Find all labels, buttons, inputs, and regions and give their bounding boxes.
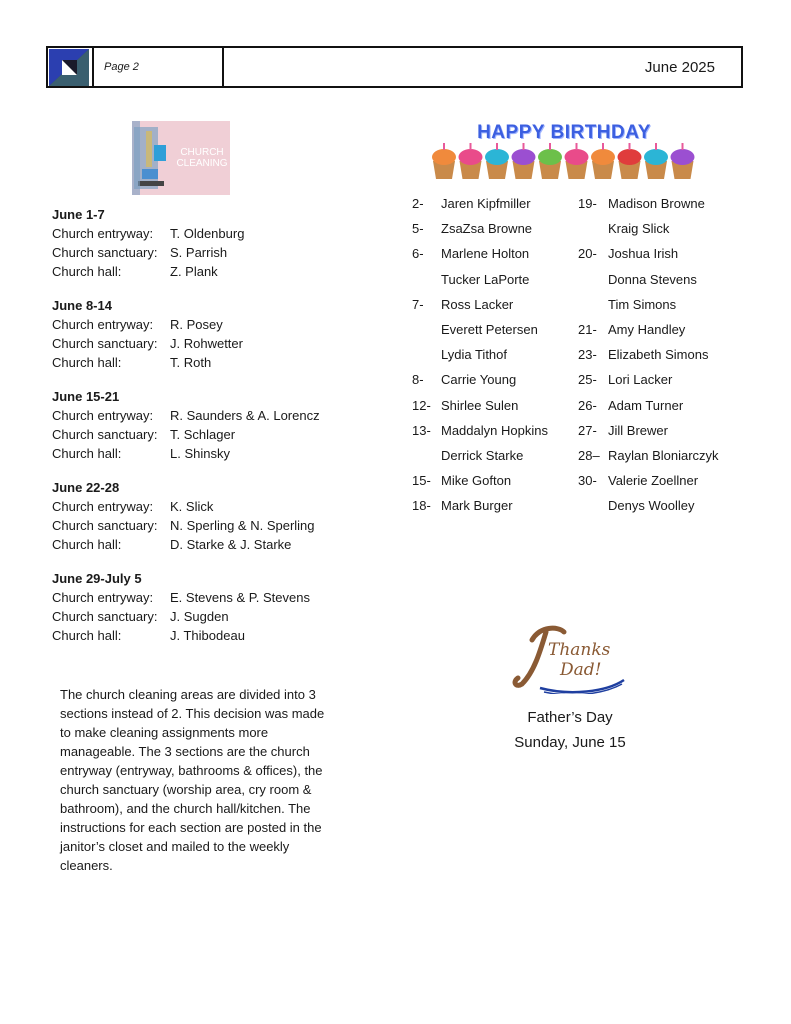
birthday-day: 7- bbox=[412, 296, 424, 312]
assigned-names: Z. Plank bbox=[170, 264, 218, 279]
assigned-names: J. Sugden bbox=[170, 609, 229, 624]
birthday-day: 28– bbox=[578, 447, 600, 463]
birthday-item bbox=[578, 367, 719, 392]
assigned-names: L. Shinsky bbox=[170, 446, 230, 461]
birthday-name: Marlene Holton bbox=[441, 246, 530, 262]
birthday-item bbox=[412, 468, 548, 493]
birthday-item bbox=[578, 317, 719, 342]
birthday-day: 13- bbox=[412, 422, 431, 438]
birthday-item bbox=[412, 367, 548, 392]
happy-birthday-banner bbox=[430, 121, 698, 181]
area-label: Church hall: bbox=[52, 446, 122, 461]
birthday-item bbox=[578, 216, 719, 241]
assigned-names: R. Posey bbox=[170, 317, 223, 332]
birthday-item bbox=[412, 317, 548, 342]
fathers-day-date: Sunday, June 15 bbox=[514, 734, 626, 751]
birthday-day: 20- bbox=[578, 246, 597, 262]
birthday-day: 12- bbox=[412, 397, 431, 413]
area-label: Church sanctuary: bbox=[52, 245, 158, 260]
birthday-item bbox=[412, 267, 548, 292]
cupcake-icon bbox=[432, 143, 456, 179]
birthday-day: 26- bbox=[578, 397, 597, 413]
schedule-week bbox=[52, 205, 382, 281]
assigned-names: N. Sperling & N. Sperling bbox=[170, 518, 315, 533]
happy-birthday-title: HAPPY BIRTHDAY bbox=[477, 122, 651, 143]
week-title: June 22-28 bbox=[52, 480, 120, 495]
assigned-names: J. Rohwetter bbox=[170, 336, 243, 351]
birthday-name: Carrie Young bbox=[441, 372, 517, 388]
schedule-row bbox=[52, 497, 382, 516]
birthday-item bbox=[412, 443, 548, 468]
area-label: Church entryway: bbox=[52, 226, 154, 241]
birthday-name: ZsaZsa Browne bbox=[441, 221, 533, 237]
cleaning-note: The church cleaning areas are divided into 3 sections instead of 2. This decision was made to make cleaning assignments more manageable. The 3 sections are the church entryway (entryway, bathrooms & offices), the church sanctuary (worship area, cry room & bathroom), and the church hall/kitchen. The instructions for each section are posted in the janitor’s closet and mailed to the weekly cleaners. bbox=[60, 687, 325, 873]
thanks-dad-graphic bbox=[510, 622, 630, 694]
birthday-name: Amy Handley bbox=[608, 322, 686, 338]
birthday-name: Lori Lacker bbox=[608, 372, 673, 388]
cupcake-icon bbox=[671, 143, 695, 179]
birthday-item bbox=[412, 418, 548, 443]
cupcake-icon bbox=[512, 143, 536, 179]
birthday-name: Elizabeth Simons bbox=[608, 347, 709, 363]
birthday-day: 8- bbox=[412, 372, 424, 388]
schedule-week bbox=[52, 387, 382, 463]
birthday-name: Derrick Starke bbox=[441, 447, 524, 463]
birthday-day: 18- bbox=[412, 498, 431, 514]
schedule-row bbox=[52, 315, 382, 334]
schedule-row bbox=[52, 425, 382, 444]
schedule-row bbox=[52, 334, 382, 353]
schedule-week bbox=[52, 478, 382, 554]
assigned-names: K. Slick bbox=[170, 499, 214, 514]
birthday-day: 2- bbox=[412, 196, 424, 212]
page-header bbox=[46, 46, 743, 88]
area-label: Church sanctuary: bbox=[52, 609, 158, 624]
page-number: Page 2 bbox=[94, 48, 224, 86]
week-title: June 29-July 5 bbox=[52, 571, 142, 586]
area-label: Church hall: bbox=[52, 264, 122, 279]
area-label: Church entryway: bbox=[52, 408, 154, 423]
schedule-row bbox=[52, 224, 382, 243]
schedule-row bbox=[52, 444, 382, 463]
birthday-item bbox=[412, 342, 548, 367]
birthday-item bbox=[578, 418, 719, 443]
week-title: June 15-21 bbox=[52, 389, 120, 404]
schedule-row bbox=[52, 626, 382, 645]
birthday-day: 23- bbox=[578, 347, 597, 363]
birthday-item bbox=[578, 393, 719, 418]
birthday-day: 15- bbox=[412, 473, 431, 489]
birthday-name: Raylan Bloniarczyk bbox=[608, 447, 719, 463]
birthday-day: 19- bbox=[578, 196, 597, 212]
assigned-names: S. Parrish bbox=[170, 245, 228, 260]
birthday-item bbox=[412, 393, 548, 418]
cupcake-icon bbox=[459, 143, 483, 179]
assigned-names: T. Roth bbox=[170, 355, 212, 370]
assigned-names: J. Thibodeau bbox=[170, 628, 245, 643]
dad-text: Dad! bbox=[560, 660, 602, 680]
schedule-row bbox=[52, 535, 382, 554]
area-label: Church sanctuary: bbox=[52, 336, 158, 351]
birthday-day: 21- bbox=[578, 322, 597, 338]
birthday-list-left bbox=[412, 191, 548, 518]
schedule-row bbox=[52, 406, 382, 425]
birthday-item bbox=[412, 241, 548, 266]
week-title: June 8-14 bbox=[52, 298, 112, 313]
birthday-item bbox=[578, 267, 719, 292]
schedule-week bbox=[52, 569, 382, 645]
cupcake-icon bbox=[485, 143, 509, 179]
birthday-name: Shirlee Sulen bbox=[441, 397, 519, 413]
birthday-name: Denys Woolley bbox=[608, 498, 695, 514]
schedule-week bbox=[52, 296, 382, 372]
birthday-name: Jill Brewer bbox=[608, 422, 668, 438]
birthday-day: 5- bbox=[412, 221, 424, 237]
assigned-names: T. Schlager bbox=[170, 427, 236, 442]
thanks-text: Thanks bbox=[548, 640, 611, 660]
schedule-row bbox=[52, 262, 382, 281]
assigned-names: R. Saunders & A. Lorencz bbox=[170, 408, 320, 423]
birthday-name: Maddalyn Hopkins bbox=[441, 422, 548, 438]
birthday-item bbox=[578, 292, 719, 317]
cleaning-schedule bbox=[52, 205, 382, 660]
cupcake-icon bbox=[565, 143, 589, 179]
schedule-row bbox=[52, 516, 382, 535]
area-label: Church sanctuary: bbox=[52, 518, 158, 533]
birthday-item bbox=[578, 342, 719, 367]
birthday-item bbox=[412, 292, 548, 317]
birthday-name: Jaren Kipfmiller bbox=[441, 196, 531, 212]
cupcake-icon bbox=[591, 143, 615, 179]
area-label: Church entryway: bbox=[52, 499, 154, 514]
birthday-name: Tucker LaPorte bbox=[441, 271, 530, 287]
schedule-row bbox=[52, 243, 382, 262]
birthday-name: Kraig Slick bbox=[608, 221, 670, 237]
birthday-name: Everett Petersen bbox=[441, 322, 538, 338]
birthday-item bbox=[578, 191, 719, 216]
birthday-name: Valerie Zoellner bbox=[608, 473, 699, 489]
schedule-row bbox=[52, 588, 382, 607]
birthday-name: Ross Lacker bbox=[441, 296, 514, 312]
birthday-name: Adam Turner bbox=[608, 397, 684, 413]
birthday-item bbox=[412, 493, 548, 518]
birthday-day: 6- bbox=[412, 246, 424, 262]
church-cleaning-image bbox=[132, 121, 230, 195]
area-label: Church sanctuary: bbox=[52, 427, 158, 442]
cupcake-icon bbox=[618, 143, 642, 179]
birthday-name: Mike Gofton bbox=[441, 473, 512, 489]
birthday-name: Tim Simons bbox=[608, 296, 677, 312]
week-title: June 1-7 bbox=[52, 207, 105, 222]
birthday-name: Mark Burger bbox=[441, 498, 513, 514]
birthday-day: 27- bbox=[578, 422, 597, 438]
area-label: Church hall: bbox=[52, 355, 122, 370]
birthday-item bbox=[578, 241, 719, 266]
newsletter-logo bbox=[48, 48, 94, 86]
issue-date: June 2025 bbox=[644, 58, 715, 76]
cupcake-icon bbox=[644, 143, 668, 179]
fathers-day-notice bbox=[490, 705, 650, 755]
assigned-names: D. Starke & J. Starke bbox=[170, 537, 292, 552]
birthday-name: Donna Stevens bbox=[608, 271, 697, 287]
birthday-list-right bbox=[578, 191, 719, 518]
birthday-day: 30- bbox=[578, 473, 597, 489]
area-label: Church entryway: bbox=[52, 317, 154, 332]
birthday-name: Madison Browne bbox=[608, 196, 705, 212]
assigned-names: E. Stevens & P. Stevens bbox=[170, 590, 310, 605]
birthday-item bbox=[412, 216, 548, 241]
assigned-names: T. Oldenburg bbox=[170, 226, 245, 241]
area-label: Church entryway: bbox=[52, 590, 154, 605]
birthday-item bbox=[578, 493, 719, 518]
area-label: Church hall: bbox=[52, 628, 122, 643]
birthday-item bbox=[578, 468, 719, 493]
birthday-name: Joshua Irish bbox=[608, 246, 679, 262]
fathers-day-title: Father’s Day bbox=[527, 709, 613, 726]
schedule-row bbox=[52, 353, 382, 372]
cupcake-icon bbox=[538, 143, 562, 179]
birthday-name: Lydia Tithof bbox=[441, 347, 508, 363]
birthday-day: 25- bbox=[578, 372, 597, 388]
area-label: Church hall: bbox=[52, 537, 122, 552]
birthday-item bbox=[412, 191, 548, 216]
birthday-item bbox=[578, 443, 719, 468]
church-cleaning-caption: CHURCH CLEANING bbox=[176, 147, 228, 169]
schedule-row bbox=[52, 607, 382, 626]
